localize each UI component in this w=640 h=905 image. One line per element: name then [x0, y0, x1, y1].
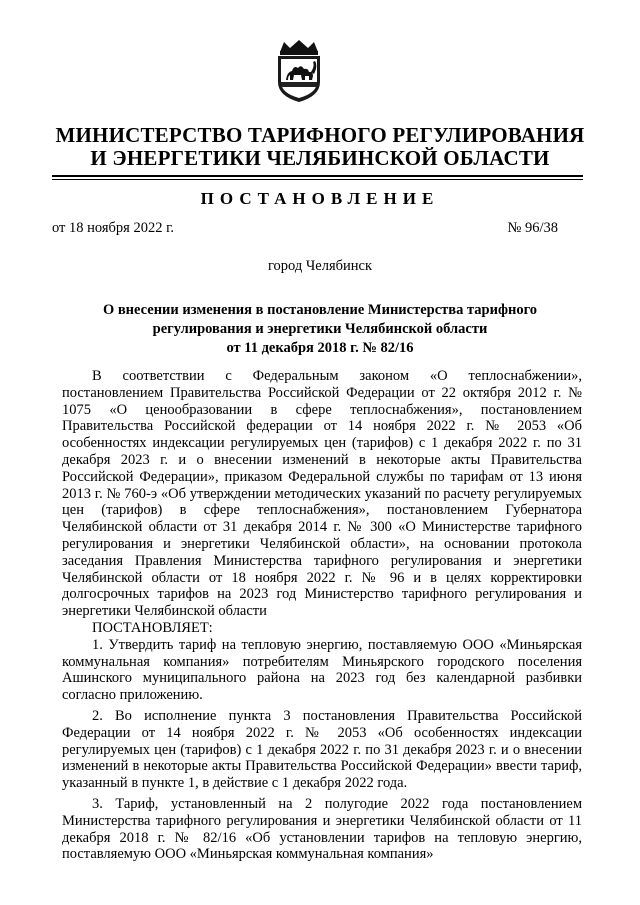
heading-line-1: О внесении изменения в постановление Министерства тарифного [102, 302, 538, 318]
clause-2: 2. Во исполнение пункта 3 постановления Правительства Российской Федерации от 14 ноября 2022 г. № 2053 «Об особенностях индексации регулируемых цен (тарифов) с 1 декабря 2022 г. по 31 декабря 2023 г. и о внесении изменений в некоторые акты Правительства Российской Федерации» ввести тариф, указанный в пункте 1, в действие с 1 декабря 2022 года. [62, 707, 582, 792]
document-body [62, 368, 582, 863]
chelyabinsk-coat-of-arms-icon [268, 38, 330, 104]
document-number: № 96/38 [507, 220, 558, 236]
document-type-title: ПОСТАНОВЛЕНИЕ [200, 189, 440, 208]
ministry-name-line-1: МИНИСТЕРСТВО ТАРИФНОГО РЕГУЛИРОВАНИЯ [55, 123, 585, 147]
preamble-paragraph: В соответствии с Федеральным законом «О теплоснабжении», постановлением Правительства Российской Федерации от 22 октября 2012 г. № 1075 «О ценообразовании в сфере теплоснабжения», постановлением Правительства Российской федерации от 14 ноября 2022 г. № 2053 «Об особенностях индексации регулируемых цен (тарифов) с 1 декабря 2022 г. по 31 декабря 2023 г. и о внесении изменений в некоторые акты Правительства Российской Федерации», приказом Федеральной службы по тарифам от 13 июня 2013 г. № 760-э «Об утверждении методических указаний по расчету регулируемых цен (тарифов) в сфере теплоснабжения», постановлением Губернатора Челябинской области от 31 декабря 2014 г. № 300 «О Министерстве тарифного регулирования и энергетики Челябинской области», на основании протокола заседания Правления Министерства тарифного регулирования и энергетики Челябинской области от 18 ноября 2022 г. № 96 и в целях корректировки долгосрочных тарифов на 2023 год Министерство тарифного регулирования и энергетики Челябинской области [62, 368, 582, 620]
header-divider [52, 175, 583, 177]
decree-word: ПОСТАНОВЛЯЕТ: [92, 619, 213, 636]
header-divider-thin [52, 179, 583, 180]
heading-line-2: регулирования и энергетики Челябинской области [152, 321, 488, 337]
document-heading [80, 301, 560, 358]
document-city: город Челябинск [267, 258, 373, 274]
heading-line-3: от 11 декабря 2018 г. № 82/16 [226, 340, 414, 356]
clause-1: 1. Утвердить тариф на тепловую энергию, поставляемую ООО «Миньярская коммунальная компания» потребителям Миньярского городского поселения Ашинского муниципального района на 2023 год без календарной разбивки согласно приложению. [62, 636, 582, 704]
ministry-name-line-2: И ЭНЕРГЕТИКИ ЧЕЛЯБИНСКОЙ ОБЛАСТИ [90, 146, 550, 170]
document-date: от 18 ноября 2022 г. [52, 220, 175, 236]
clause-3: 3. Тариф, установленный на 2 полугодие 2022 года постановлением Министерства тарифного регулирования и энергетики Челябинской области от 11 декабря 2018 г. № 82/16 «Об установлении тарифов на тепловую энергию, поставляемую ООО «Миньярская коммунальная компания» [62, 795, 582, 863]
